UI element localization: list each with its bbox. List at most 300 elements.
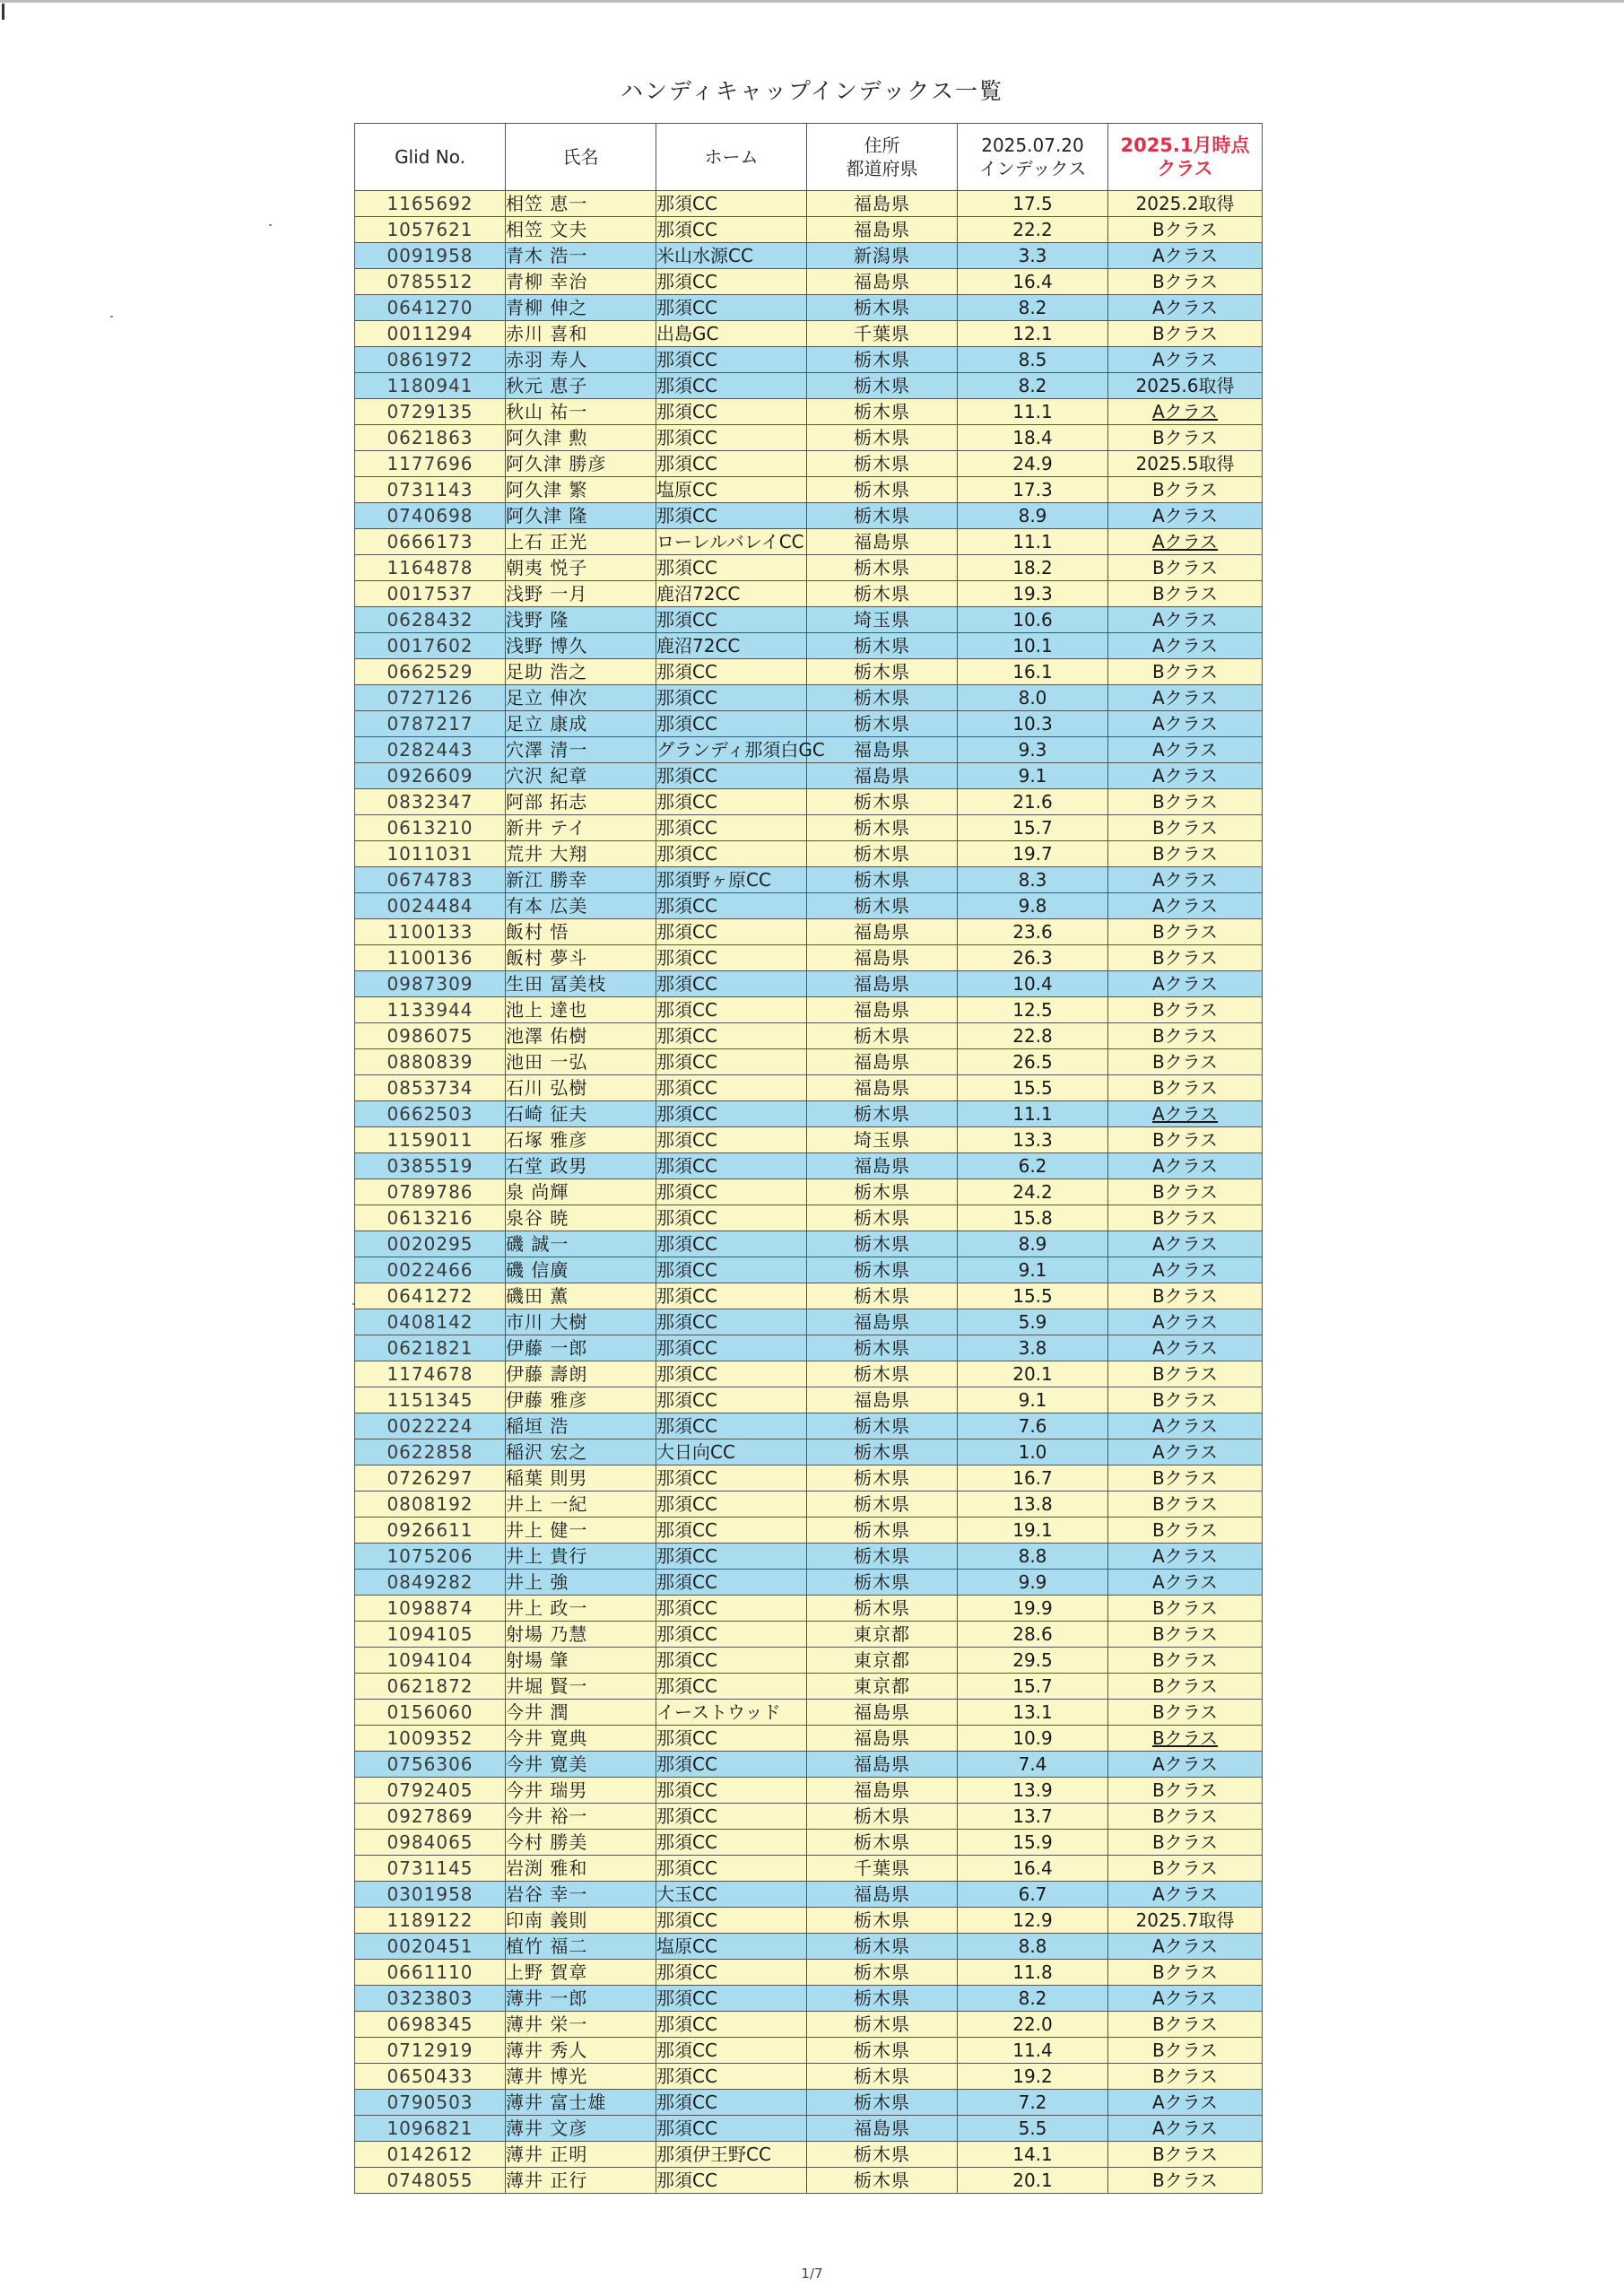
cell-class: Aクラス bbox=[1108, 1439, 1263, 1465]
cell-prefecture: 栃木県 bbox=[807, 1439, 958, 1465]
cell-index: 19.1 bbox=[958, 1518, 1108, 1544]
table-row bbox=[355, 1986, 1263, 2012]
cell-name: 薄井 正行 bbox=[506, 2168, 656, 2194]
cell-name: 足立 康成 bbox=[506, 711, 656, 737]
cell-class: Aクラス bbox=[1108, 295, 1263, 321]
cell-home: 那須CC bbox=[656, 425, 807, 451]
cell-class: Bクラス bbox=[1108, 789, 1263, 815]
cell-class: Bクラス bbox=[1108, 321, 1263, 347]
cell-home: 那須CC bbox=[656, 503, 807, 529]
cell-index: 9.1 bbox=[958, 1387, 1108, 1413]
cell-index: 16.7 bbox=[958, 1465, 1108, 1492]
cell-name: 浅野 一月 bbox=[506, 581, 656, 607]
table-row bbox=[355, 841, 1263, 867]
cell-index: 29.5 bbox=[958, 1648, 1108, 1674]
cell-glid-no: 0622858 bbox=[355, 1439, 506, 1465]
cell-home: 那須CC bbox=[656, 1908, 807, 1934]
cell-name: 薄井 秀人 bbox=[506, 2038, 656, 2064]
table-row bbox=[355, 607, 1263, 633]
cell-prefecture: 栃木県 bbox=[807, 555, 958, 581]
cell-name: 射場 乃慧 bbox=[506, 1622, 656, 1648]
cell-class: 2025.2取得 bbox=[1108, 191, 1263, 217]
table-row bbox=[355, 1231, 1263, 1257]
cell-index: 9.8 bbox=[958, 893, 1108, 919]
table-row bbox=[355, 789, 1263, 815]
cell-class: Bクラス bbox=[1108, 1726, 1263, 1752]
cell-home: 那須CC bbox=[656, 2064, 807, 2090]
cell-index: 8.9 bbox=[958, 1231, 1108, 1257]
table-row bbox=[355, 1518, 1263, 1544]
table-row bbox=[355, 945, 1263, 971]
table-row bbox=[355, 1856, 1263, 1882]
cell-prefecture: 福島県 bbox=[807, 1778, 958, 1804]
cell-glid-no: 0792405 bbox=[355, 1778, 506, 1804]
cell-prefecture: 福島県 bbox=[807, 269, 958, 295]
cell-index: 22.2 bbox=[958, 217, 1108, 243]
cell-class: Bクラス bbox=[1108, 2038, 1263, 2064]
cell-class: Bクラス bbox=[1108, 1465, 1263, 1492]
cell-prefecture: 栃木県 bbox=[807, 841, 958, 867]
cell-home: 那須CC bbox=[656, 1778, 807, 1804]
cell-prefecture: 福島県 bbox=[807, 971, 958, 997]
cell-home: 那須CC bbox=[656, 607, 807, 633]
cell-index: 1.0 bbox=[958, 1439, 1108, 1465]
cell-name: 石塚 雅彦 bbox=[506, 1127, 656, 1153]
cell-class: Bクラス bbox=[1108, 269, 1263, 295]
cell-glid-no: 1174678 bbox=[355, 1361, 506, 1387]
cell-prefecture: 福島県 bbox=[807, 1700, 958, 1726]
cell-index: 20.1 bbox=[958, 1361, 1108, 1387]
cell-prefecture: 福島県 bbox=[807, 997, 958, 1023]
cell-prefecture: 福島県 bbox=[807, 217, 958, 243]
cell-prefecture: 千葉県 bbox=[807, 321, 958, 347]
cell-prefecture: 栃木県 bbox=[807, 1830, 958, 1856]
table-row bbox=[355, 1075, 1263, 1101]
cell-index: 6.7 bbox=[958, 1882, 1108, 1908]
cell-index: 9.9 bbox=[958, 1570, 1108, 1596]
cell-class: Bクラス bbox=[1108, 1596, 1263, 1622]
cell-glid-no: 1151345 bbox=[355, 1387, 506, 1413]
table-row bbox=[355, 1700, 1263, 1726]
cell-home: 那須CC bbox=[656, 893, 807, 919]
header-glid-no: Glid No. bbox=[355, 124, 506, 191]
cell-class: Bクラス bbox=[1108, 1361, 1263, 1387]
cell-index: 15.5 bbox=[958, 1283, 1108, 1309]
cell-name: 井上 貴行 bbox=[506, 1544, 656, 1570]
table-row bbox=[355, 1778, 1263, 1804]
cell-class: 2025.5取得 bbox=[1108, 451, 1263, 477]
cell-class: Bクラス bbox=[1108, 425, 1263, 451]
table-row bbox=[355, 737, 1263, 763]
cell-name: 上石 正光 bbox=[506, 529, 656, 555]
cell-home: 那須CC bbox=[656, 399, 807, 425]
cell-glid-no: 0926609 bbox=[355, 763, 506, 789]
cell-home: 那須CC bbox=[656, 1127, 807, 1153]
cell-name: 足立 伸次 bbox=[506, 685, 656, 711]
cell-name: 青柳 伸之 bbox=[506, 295, 656, 321]
cell-prefecture: 栃木県 bbox=[807, 1804, 958, 1830]
table-row bbox=[355, 321, 1263, 347]
cell-prefecture: 埼玉県 bbox=[807, 1127, 958, 1153]
cell-class: Bクラス bbox=[1108, 2142, 1263, 2168]
cell-class: Aクラス bbox=[1108, 685, 1263, 711]
cell-index: 12.5 bbox=[958, 997, 1108, 1023]
table-row bbox=[355, 1830, 1263, 1856]
cell-prefecture: 福島県 bbox=[807, 1387, 958, 1413]
cell-glid-no: 0613210 bbox=[355, 815, 506, 841]
cell-home: 那須CC bbox=[656, 1179, 807, 1205]
cell-name: 新江 勝幸 bbox=[506, 867, 656, 893]
table-row bbox=[355, 477, 1263, 503]
cell-glid-no: 0731145 bbox=[355, 1856, 506, 1882]
cell-prefecture: 福島県 bbox=[807, 1726, 958, 1752]
cell-class: Bクラス bbox=[1108, 1023, 1263, 1049]
cell-home: 那須CC bbox=[656, 1413, 807, 1439]
table-row bbox=[355, 2116, 1263, 2142]
cell-class: Bクラス bbox=[1108, 555, 1263, 581]
cell-glid-no: 0024484 bbox=[355, 893, 506, 919]
cell-name: 飯村 夢斗 bbox=[506, 945, 656, 971]
cell-prefecture: 栃木県 bbox=[807, 2142, 958, 2168]
cell-home: 那須CC bbox=[656, 1101, 807, 1127]
cell-class: Aクラス bbox=[1108, 1257, 1263, 1283]
cell-prefecture: 栃木県 bbox=[807, 1231, 958, 1257]
cell-class: Aクラス bbox=[1108, 347, 1263, 373]
cell-glid-no: 0832347 bbox=[355, 789, 506, 815]
cell-glid-no: 0880839 bbox=[355, 1049, 506, 1075]
cell-glid-no: 0740698 bbox=[355, 503, 506, 529]
cell-home: 那須CC bbox=[656, 1830, 807, 1856]
cell-home: 那須CC bbox=[656, 789, 807, 815]
cell-index: 9.3 bbox=[958, 737, 1108, 763]
cell-prefecture: 栃木県 bbox=[807, 2168, 958, 2194]
cell-class: Aクラス bbox=[1108, 867, 1263, 893]
cell-name: 植竹 福二 bbox=[506, 1934, 656, 1960]
cell-class: Aクラス bbox=[1108, 529, 1263, 555]
cell-home: 那須CC bbox=[656, 971, 807, 997]
cell-class: Aクラス bbox=[1108, 1101, 1263, 1127]
cell-class: Bクラス bbox=[1108, 1492, 1263, 1518]
cell-prefecture: 栃木県 bbox=[807, 1934, 958, 1960]
table-row bbox=[355, 1726, 1263, 1752]
cell-name: 伊藤 一郎 bbox=[506, 1335, 656, 1361]
cell-home: 那須CC bbox=[656, 1205, 807, 1231]
cell-name: 市川 大樹 bbox=[506, 1309, 656, 1335]
table-row bbox=[355, 2142, 1263, 2168]
table-row bbox=[355, 711, 1263, 737]
cell-glid-no: 0787217 bbox=[355, 711, 506, 737]
cell-home: 那須CC bbox=[656, 555, 807, 581]
table-row bbox=[355, 971, 1263, 997]
table-row bbox=[355, 1205, 1263, 1231]
cell-name: 薄井 栄一 bbox=[506, 2012, 656, 2038]
table-row bbox=[355, 997, 1263, 1023]
table-row bbox=[355, 685, 1263, 711]
cell-index: 17.5 bbox=[958, 191, 1108, 217]
cell-glid-no: 0621863 bbox=[355, 425, 506, 451]
cell-name: 阿久津 隆 bbox=[506, 503, 656, 529]
cell-glid-no: 0091958 bbox=[355, 243, 506, 269]
cell-index: 10.1 bbox=[958, 633, 1108, 659]
cell-home: 那須CC bbox=[656, 295, 807, 321]
cell-home: 那須CC bbox=[656, 1856, 807, 1882]
table-row bbox=[355, 1335, 1263, 1361]
cell-home: 那須CC bbox=[656, 945, 807, 971]
cell-class: Bクラス bbox=[1108, 1700, 1263, 1726]
cell-glid-no: 0142612 bbox=[355, 2142, 506, 2168]
cell-index: 19.3 bbox=[958, 581, 1108, 607]
cell-home: 那須CC bbox=[656, 1257, 807, 1283]
cell-prefecture: 栃木県 bbox=[807, 425, 958, 451]
cell-index: 8.9 bbox=[958, 503, 1108, 529]
cell-home: 那須CC bbox=[656, 1726, 807, 1752]
cell-glid-no: 0621872 bbox=[355, 1674, 506, 1700]
cell-class: Bクラス bbox=[1108, 217, 1263, 243]
cell-glid-no: 0987309 bbox=[355, 971, 506, 997]
cell-glid-no: 1180941 bbox=[355, 373, 506, 399]
cell-glid-no: 0641270 bbox=[355, 295, 506, 321]
cell-glid-no: 1100136 bbox=[355, 945, 506, 971]
cell-name: 浅野 博久 bbox=[506, 633, 656, 659]
cell-glid-no: 1094105 bbox=[355, 1622, 506, 1648]
cell-home: 那須CC bbox=[656, 1622, 807, 1648]
table-row bbox=[355, 2038, 1263, 2064]
cell-name: 新井 テイ bbox=[506, 815, 656, 841]
table-row bbox=[355, 191, 1263, 217]
cell-glid-no: 0729135 bbox=[355, 399, 506, 425]
cell-class: Aクラス bbox=[1108, 1413, 1263, 1439]
cell-class: Aクラス bbox=[1108, 2116, 1263, 2142]
table-header-row bbox=[355, 124, 1263, 191]
cell-index: 10.6 bbox=[958, 607, 1108, 633]
cell-name: 井上 一紀 bbox=[506, 1492, 656, 1518]
cell-index: 12.1 bbox=[958, 321, 1108, 347]
table-row bbox=[355, 893, 1263, 919]
table-row bbox=[355, 217, 1263, 243]
cell-name: 今井 寛典 bbox=[506, 1726, 656, 1752]
cell-home: 那須CC bbox=[656, 1986, 807, 2012]
cell-name: 相笠 文夫 bbox=[506, 217, 656, 243]
table-row bbox=[355, 529, 1263, 555]
cell-index: 7.4 bbox=[958, 1752, 1108, 1778]
cell-index: 22.0 bbox=[958, 2012, 1108, 2038]
cell-class: Bクラス bbox=[1108, 581, 1263, 607]
cell-name: 磯 誠一 bbox=[506, 1231, 656, 1257]
cell-class: Bクラス bbox=[1108, 1622, 1263, 1648]
table-row bbox=[355, 815, 1263, 841]
cell-prefecture: 栃木県 bbox=[807, 1101, 958, 1127]
cell-prefecture: 福島県 bbox=[807, 1153, 958, 1179]
cell-glid-no: 0789786 bbox=[355, 1179, 506, 1205]
cell-class: Aクラス bbox=[1108, 633, 1263, 659]
cell-prefecture: 福島県 bbox=[807, 945, 958, 971]
cell-prefecture: 福島県 bbox=[807, 1882, 958, 1908]
table-row bbox=[355, 1544, 1263, 1570]
cell-name: 今井 潤 bbox=[506, 1700, 656, 1726]
cell-name: 射場 肇 bbox=[506, 1648, 656, 1674]
cell-index: 12.9 bbox=[958, 1908, 1108, 1934]
cell-index: 5.9 bbox=[958, 1309, 1108, 1335]
cell-glid-no: 0650433 bbox=[355, 2064, 506, 2090]
cell-class: Bクラス bbox=[1108, 2168, 1263, 2194]
cell-index: 6.2 bbox=[958, 1153, 1108, 1179]
cell-glid-no: 0861972 bbox=[355, 347, 506, 373]
cell-prefecture: 東京都 bbox=[807, 1648, 958, 1674]
cell-glid-no: 0666173 bbox=[355, 529, 506, 555]
page-number: 1/7 bbox=[801, 2266, 823, 2282]
header-prefecture: 住所 都道府県 bbox=[807, 124, 958, 191]
cell-home: 那須CC bbox=[656, 1361, 807, 1387]
cell-home: 那須CC bbox=[656, 1153, 807, 1179]
cell-glid-no: 0808192 bbox=[355, 1492, 506, 1518]
cell-name: 稲垣 浩 bbox=[506, 1413, 656, 1439]
cell-prefecture: 栃木県 bbox=[807, 451, 958, 477]
cell-home: 那須CC bbox=[656, 1674, 807, 1700]
cell-home: 那須CC bbox=[656, 1283, 807, 1309]
scan-top-edge bbox=[0, 0, 1624, 3]
cell-glid-no: 1100133 bbox=[355, 919, 506, 945]
cell-home: 那須CC bbox=[656, 347, 807, 373]
cell-class: Aクラス bbox=[1108, 607, 1263, 633]
cell-index: 14.1 bbox=[958, 2142, 1108, 2168]
cell-class: Bクラス bbox=[1108, 2064, 1263, 2090]
cell-prefecture: 栃木県 bbox=[807, 1518, 958, 1544]
cell-glid-no: 0385519 bbox=[355, 1153, 506, 1179]
table-row bbox=[355, 1596, 1263, 1622]
cell-prefecture: 栃木県 bbox=[807, 1283, 958, 1309]
cell-glid-no: 0628432 bbox=[355, 607, 506, 633]
cell-glid-no: 0731143 bbox=[355, 477, 506, 503]
cell-index: 13.7 bbox=[958, 1804, 1108, 1830]
cell-home: 鹿沼72CC bbox=[656, 633, 807, 659]
table-row bbox=[355, 295, 1263, 321]
cell-home: 那須CC bbox=[656, 685, 807, 711]
cell-home: グランディ那須白GC bbox=[656, 737, 807, 763]
table-row bbox=[355, 1882, 1263, 1908]
cell-index: 15.7 bbox=[958, 1674, 1108, 1700]
table-row bbox=[355, 425, 1263, 451]
cell-class: Aクラス bbox=[1108, 1153, 1263, 1179]
cell-name: 伊藤 雅彦 bbox=[506, 1387, 656, 1413]
cell-class: Bクラス bbox=[1108, 1960, 1263, 1986]
cell-class: Aクラス bbox=[1108, 1570, 1263, 1596]
table-row bbox=[355, 1492, 1263, 1518]
cell-prefecture: 栃木県 bbox=[807, 1361, 958, 1387]
cell-prefecture: 栃木県 bbox=[807, 373, 958, 399]
cell-name: 阿部 拓志 bbox=[506, 789, 656, 815]
cell-name: 泉 尚輝 bbox=[506, 1179, 656, 1205]
cell-class: Bクラス bbox=[1108, 841, 1263, 867]
scan-speck bbox=[110, 316, 113, 317]
cell-class: Bクラス bbox=[1108, 945, 1263, 971]
cell-class: Bクラス bbox=[1108, 1778, 1263, 1804]
cell-index: 26.3 bbox=[958, 945, 1108, 971]
cell-name: 磯田 薫 bbox=[506, 1283, 656, 1309]
cell-home: 那須CC bbox=[656, 1049, 807, 1075]
cell-home: 那須CC bbox=[656, 1492, 807, 1518]
cell-prefecture: 栃木県 bbox=[807, 1596, 958, 1622]
cell-index: 24.2 bbox=[958, 1179, 1108, 1205]
cell-glid-no: 0785512 bbox=[355, 269, 506, 295]
table-row bbox=[355, 1752, 1263, 1778]
cell-index: 10.4 bbox=[958, 971, 1108, 997]
table-row bbox=[355, 919, 1263, 945]
cell-name: 青木 浩一 bbox=[506, 243, 656, 269]
cell-class: Bクラス bbox=[1108, 2012, 1263, 2038]
cell-class: Aクラス bbox=[1108, 971, 1263, 997]
cell-name: 阿久津 繁 bbox=[506, 477, 656, 503]
cell-name: 井上 政一 bbox=[506, 1596, 656, 1622]
cell-class: Aクラス bbox=[1108, 1309, 1263, 1335]
table-row bbox=[355, 2168, 1263, 2194]
cell-index: 26.5 bbox=[958, 1049, 1108, 1075]
cell-glid-no: 0984065 bbox=[355, 1830, 506, 1856]
table-row bbox=[355, 1153, 1263, 1179]
cell-home: 出島GC bbox=[656, 321, 807, 347]
cell-prefecture: 福島県 bbox=[807, 1309, 958, 1335]
cell-home: 大玉CC bbox=[656, 1882, 807, 1908]
cell-index: 13.1 bbox=[958, 1700, 1108, 1726]
cell-name: 穴澤 清一 bbox=[506, 737, 656, 763]
cell-prefecture: 栃木県 bbox=[807, 1205, 958, 1231]
cell-glid-no: 0790503 bbox=[355, 2090, 506, 2116]
cell-prefecture: 千葉県 bbox=[807, 1856, 958, 1882]
cell-home: 那須CC bbox=[656, 1596, 807, 1622]
cell-index: 11.1 bbox=[958, 1101, 1108, 1127]
cell-index: 8.0 bbox=[958, 685, 1108, 711]
cell-index: 8.2 bbox=[958, 373, 1108, 399]
cell-glid-no: 1057621 bbox=[355, 217, 506, 243]
table-body bbox=[355, 191, 1263, 2194]
cell-home: 那須CC bbox=[656, 1075, 807, 1101]
cell-index: 8.5 bbox=[958, 347, 1108, 373]
cell-class: Aクラス bbox=[1108, 1752, 1263, 1778]
cell-home: 那須CC bbox=[656, 1387, 807, 1413]
cell-home: 那須CC bbox=[656, 997, 807, 1023]
cell-class: Bクラス bbox=[1108, 1049, 1263, 1075]
cell-prefecture: 栃木県 bbox=[807, 685, 958, 711]
cell-prefecture: 東京都 bbox=[807, 1622, 958, 1648]
cell-glid-no: 0641272 bbox=[355, 1283, 506, 1309]
cell-name: 伊藤 壽朗 bbox=[506, 1361, 656, 1387]
cell-class: Aクラス bbox=[1108, 763, 1263, 789]
cell-glid-no: 1164878 bbox=[355, 555, 506, 581]
cell-name: 泉谷 暁 bbox=[506, 1205, 656, 1231]
cell-home: 那須CC bbox=[656, 659, 807, 685]
cell-name: 今井 瑞男 bbox=[506, 1778, 656, 1804]
cell-name: 阿久津 勲 bbox=[506, 425, 656, 451]
table-row bbox=[355, 1309, 1263, 1335]
cell-class: Bクラス bbox=[1108, 1518, 1263, 1544]
cell-prefecture: 埼玉県 bbox=[807, 607, 958, 633]
cell-home: 那須CC bbox=[656, 2090, 807, 2116]
cell-prefecture: 福島県 bbox=[807, 191, 958, 217]
table-row bbox=[355, 555, 1263, 581]
header-class: 2025.1月時点 クラス bbox=[1108, 124, 1263, 191]
cell-index: 20.1 bbox=[958, 2168, 1108, 2194]
cell-home: 那須CC bbox=[656, 1309, 807, 1335]
header-name: 氏名 bbox=[506, 124, 656, 191]
cell-class: Aクラス bbox=[1108, 1231, 1263, 1257]
cell-name: 赤川 喜和 bbox=[506, 321, 656, 347]
cell-name: 青柳 幸治 bbox=[506, 269, 656, 295]
cell-home: 那須伊王野CC bbox=[656, 2142, 807, 2168]
table-row bbox=[355, 1127, 1263, 1153]
table-row bbox=[355, 1387, 1263, 1413]
table-row bbox=[355, 633, 1263, 659]
table-row bbox=[355, 269, 1263, 295]
cell-class: Bクラス bbox=[1108, 1387, 1263, 1413]
